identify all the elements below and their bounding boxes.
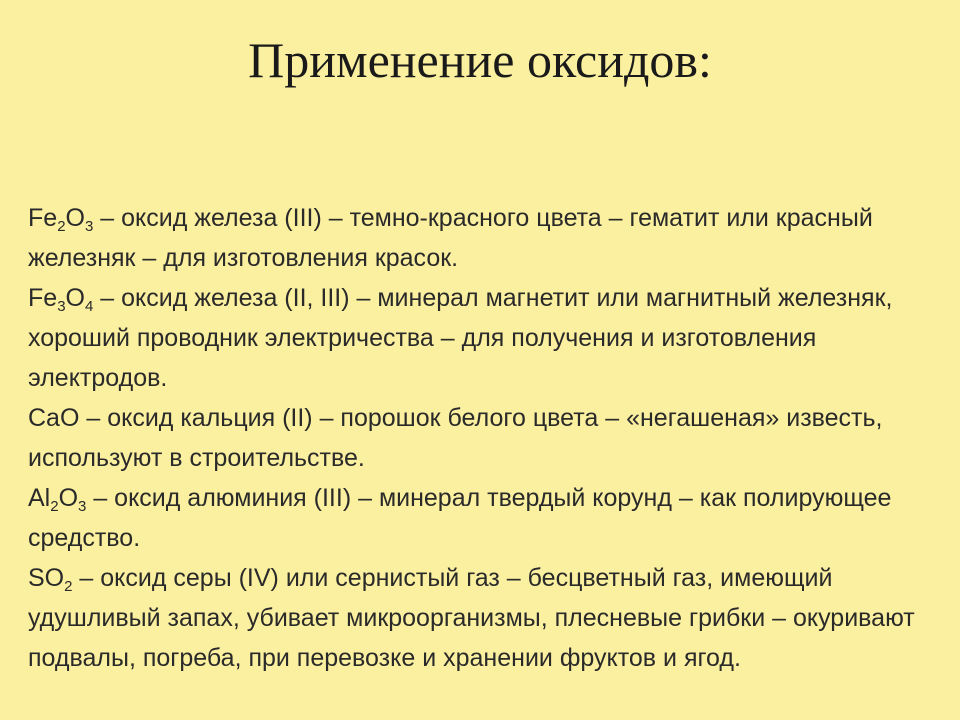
formula-subscript: 3 bbox=[57, 298, 66, 315]
formula-symbol: O bbox=[65, 204, 85, 232]
oxide-paragraph bbox=[28, 558, 928, 678]
chemical-formula bbox=[28, 564, 73, 595]
formula-subscript: 2 bbox=[50, 498, 59, 515]
formula-symbol: O bbox=[65, 284, 85, 312]
oxide-description: – оксид алюминия (III) – минерал твердый корунд – как полирующее средство. bbox=[28, 484, 892, 552]
oxide-paragraph bbox=[28, 478, 928, 558]
formula-symbol: Al bbox=[28, 484, 51, 512]
formula-subscript: 2 bbox=[64, 578, 73, 595]
oxide-paragraph bbox=[28, 198, 928, 278]
formula-symbol: O bbox=[58, 484, 79, 512]
chemical-formula bbox=[28, 484, 87, 515]
formula-subscript: 3 bbox=[84, 218, 94, 235]
formula-symbol: CaO bbox=[28, 404, 80, 432]
slide-title: Применение оксидов: bbox=[248, 32, 712, 88]
oxide-description: – оксид железа (III) – темно-красного цвета – гематит или красный железняк – для изготовления красок. bbox=[28, 204, 873, 272]
chemical-formula bbox=[28, 204, 94, 235]
oxide-description: – оксид кальция (II) – порошок белого цвета – «негашеная» известь, используют в строительстве. bbox=[28, 404, 883, 472]
oxide-paragraph bbox=[28, 278, 928, 398]
chemical-formula bbox=[28, 284, 94, 315]
chemical-formula bbox=[28, 404, 79, 432]
slide-body bbox=[28, 198, 928, 678]
oxide-paragraph bbox=[28, 398, 928, 478]
formula-subscript: 4 bbox=[84, 298, 94, 315]
formula-symbol: Fe bbox=[28, 284, 58, 312]
oxide-description: – оксид железа (II, III) – минерал магнетит или магнитный железняк, хороший проводник электричества – для получения и изготовления электродов. bbox=[28, 284, 893, 392]
formula-symbol: SO bbox=[28, 564, 65, 592]
formula-symbol: Fe bbox=[28, 204, 58, 232]
formula-subscript: 2 bbox=[57, 218, 66, 235]
oxide-description: – оксид серы (IV) или сернистый газ – бесцветный газ, имеющий удушливый запах, убивает микроорганизмы, плесневые грибки – окуривают подвалы, погреба, при перевозке и хранении фруктов и ягод. bbox=[28, 564, 915, 672]
formula-subscript: 3 bbox=[78, 498, 87, 515]
